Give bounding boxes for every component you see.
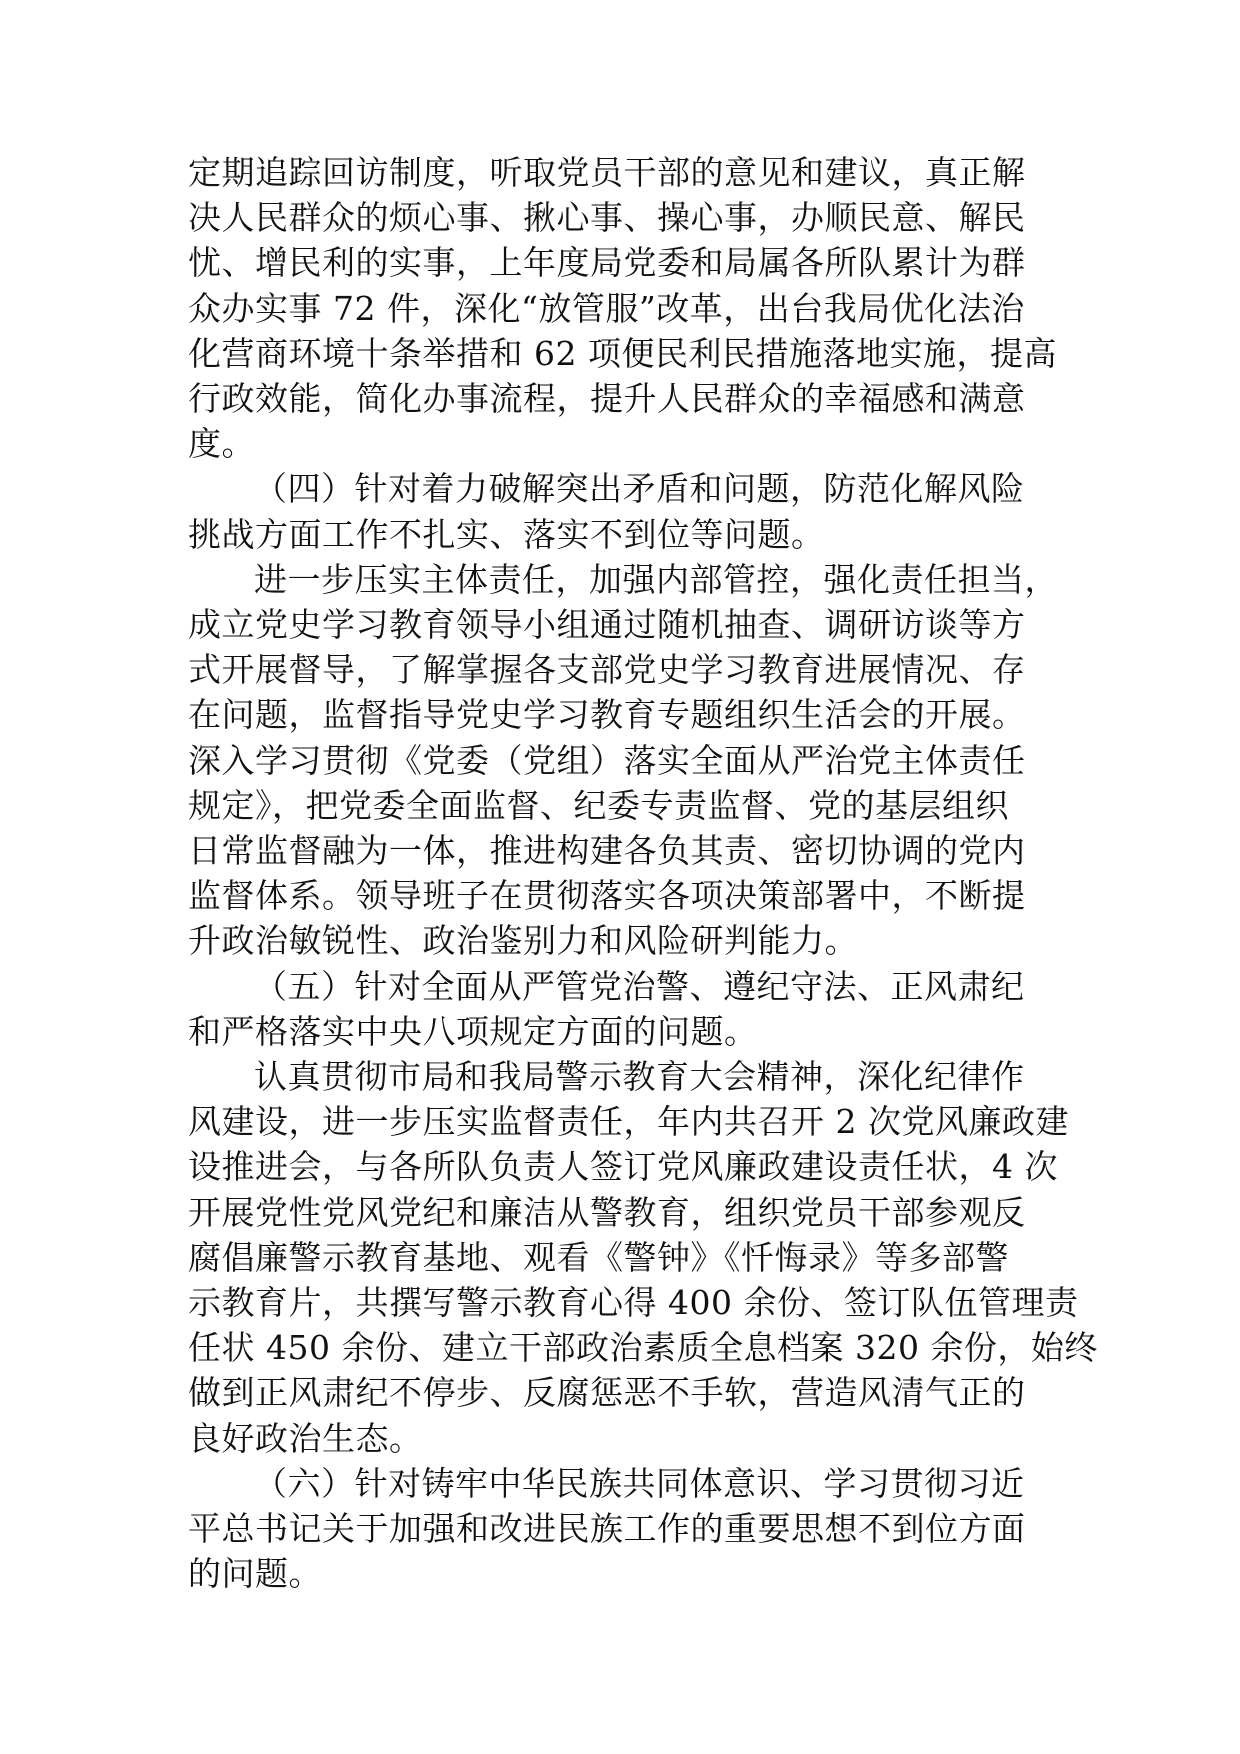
text-line: 监督体系。领导班子在贯彻落实各项决策部署中，不断提: [188, 876, 1026, 916]
heading-line: 挑战方面工作不扎实、落实不到位等问题。: [188, 514, 825, 554]
text-line: 日常监督融为一体，推进构建各负其责、密切协调的党内: [188, 831, 1026, 871]
text-line: 任状 450 余份、建立干部政治素质全息档案 320 余份，始终: [188, 1328, 1098, 1368]
text-line: 进一步压实主体责任，加强内部管控，强化责任担当，: [254, 559, 1058, 599]
heading-line: 的问题。: [188, 1554, 322, 1594]
text-line: 做到正风肃纪不停步、反腐惩恶不手软，营造风清气正的: [188, 1373, 1026, 1413]
document-body: [188, 150, 1098, 1597]
text-line: 忧、增民利的实事，上年度局党委和局属各所队累计为群: [188, 243, 1026, 283]
section-heading-5: [188, 964, 1058, 1054]
text-line: 深入学习贯彻《党委（党组）落实全面从严治党主体责任: [188, 740, 1026, 780]
section-heading-6: [188, 1461, 1058, 1597]
text-line: 定期追踪回访制度，听取党员干部的意见和建议，真正解: [188, 153, 1026, 192]
heading-line: 平总书记关于加强和改进民族工作的重要思想不到位方面: [188, 1509, 1026, 1549]
heading-line: 和严格落实中央八项规定方面的问题。: [188, 1011, 758, 1051]
heading-line: （五）针对全面从严管党治警、遵纪守法、正风肃纪: [254, 966, 1025, 1006]
heading-line: （四）针对着力破解突出矛盾和问题，防范化解风险: [254, 469, 1025, 509]
text-line: 开展党性党风党纪和廉洁从警教育，组织党员干部参观反: [188, 1192, 1026, 1232]
text-line: 升政治敏锐性、政治鉴别力和风险研判能力。: [188, 921, 858, 961]
paragraph-continued: [188, 150, 1058, 466]
text-line: 规定》，把党委全面监督、纪委专责监督、党的基层组织: [188, 785, 1009, 825]
text-line: 示教育片，共撰写警示教育心得 400 余份、签订队伍管理责: [188, 1283, 1079, 1323]
text-line: 认真贯彻市局和我局警示教育大会精神，深化纪律作: [254, 1057, 1025, 1097]
text-line: 成立党史学习教育领导小组通过随机抽查、调研访谈等方: [188, 605, 1026, 645]
text-line: 风建设，进一步压实监督责任，年内共召开 2 次党风廉政建: [188, 1102, 1069, 1142]
text-line: 在问题，监督指导党史学习教育专题组织生活会的开展。: [188, 695, 1026, 735]
text-line: 行政效能，简化办事流程，提升人民群众的幸福感和满意: [188, 379, 1026, 419]
text-line: 化营商环境十条举措和 62 项便民利民措施落地实施，提高: [188, 333, 1057, 373]
text-line: 式开展督导，了解掌握各支部党史学习教育进展情况、存: [188, 650, 1026, 690]
text-line: 腐倡廉警示教育基地、观看《警钟》《忏悔录》等多部警: [188, 1237, 1009, 1277]
section-heading-4: [188, 466, 1058, 556]
text-line: 设推进会，与各所队负责人签订党风廉政建设责任状，4 次: [188, 1147, 1058, 1187]
heading-line: （六）针对铸牢中华民族共同体意识、学习贯彻习近: [254, 1463, 1025, 1503]
text-line: 决人民群众的烦心事、揪心事、操心事，办顺民意、解民: [188, 198, 1026, 238]
paragraph-section-5-body: [188, 1054, 1098, 1461]
paragraph-section-4-body: [188, 557, 1058, 964]
text-line: 众办实事 72 件，深化“放管服”改革，出台我局优化法治: [188, 288, 1025, 328]
text-line: 良好政治生态。: [188, 1418, 423, 1458]
text-line: 度。: [188, 424, 255, 464]
